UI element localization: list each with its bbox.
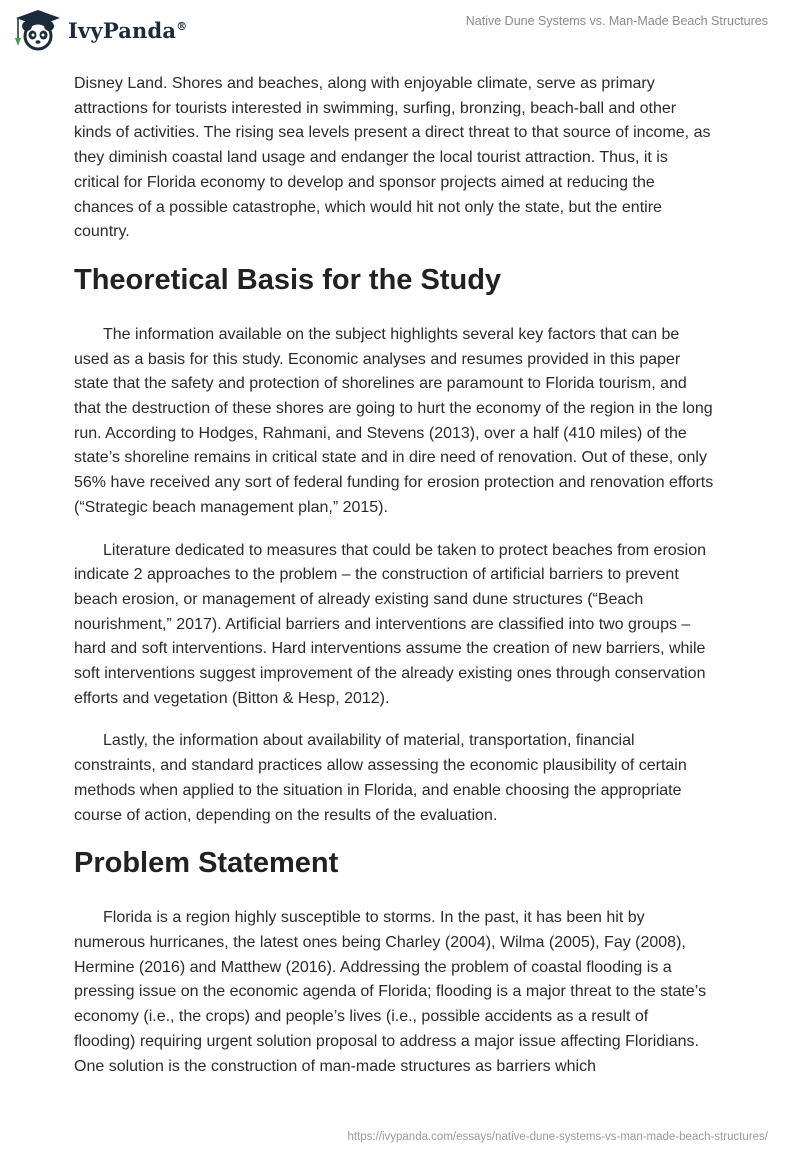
section-heading-problem-statement: Problem Statement	[74, 847, 339, 880]
ivypanda-logo[interactable]	[14, 8, 187, 52]
footer-url[interactable]: https://ivypanda.com/essays/native-dune-systems-vs-man-made-beach-structures/	[347, 1131, 768, 1143]
paragraph: The information available on the subject highlights several key factors that can be used as a basis for this study. Economic analyses and resumes provided in this paper state that the safety and protection of shorelines are paramount to Florida tourism, and that the destruction of these shores are going to hurt the economy of the region in the long run. According to Hodges, Rahmani, and Stevens (2013), over a half (410 miles) of the state’s shoreline remains in critical state and in dire need of renovation. Out of these, only 56% have received any sort of federal funding for erosion protection and renovation efforts (“Strategic beach management plan,” 2015).	[74, 325, 714, 516]
section-heading-theoretical-basis: Theoretical Basis for the Study	[74, 263, 502, 296]
brand-name: IvyPanda®	[68, 17, 188, 43]
essay-body	[74, 72, 714, 1097]
paragraph: Florida is a region highly susceptible to storms. In the past, it has been hit by numerous hurricanes, the latest ones being Charley (2004), Wilma (2005), Fay (2008), Hermine (2016) and Matthew (2016). Addressing the problem of coastal flooding is a pressing issue on the economic agenda of Florida; flooding is a major threat to the state’s economy (i.e., the crops) and people’s lives (i.e., possible accidents as a result of flooding) requiring urgent solution proposal to address a major issue affecting Floridians. One solution is the construction of man-made structures as barriers which	[74, 909, 707, 1075]
paragraph: Literature dedicated to measures that could be taken to protect beaches from erosion indicate 2 approaches to the problem – the construction of artificial barriers to prevent beach erosion, or management of already existing sand dune structures (“Beach nourishment,” 2017). Artificial barriers and interventions are classified into two groups – hard and soft interventions. Hard interventions assume the creation of new barriers, while soft interventions suggest improvement of the already existing ones through conservation efforts and vegetation (Bitton & Hesp, 2012).	[74, 541, 707, 707]
document-title: Native Dune Systems vs. Man-Made Beach Structures	[465, 14, 768, 28]
paragraph: Lastly, the information about availability of material, transportation, financial constraints, and standard practices allow assessing the economic plausibility of certain methods when applied to the situation in Florida, and enable choosing the appropriate course of action, depending on the results of the evaluation.	[74, 732, 687, 824]
intro-paragraph: Disney Land. Shores and beaches, along with enjoyable climate, serve as primary attractions for tourists interested in swimming, surfing, bronzing, beach-ball and other kinds of activities. The rising sea levels present a direct threat to that source of income, as they diminish coastal land usage and endanger the local tourist attraction. Thus, it is critical for Florida economy to develop and sponsor projects aimed at reducing the chances of a possible catastrophe, which would hit not only the state, but the entire country.	[74, 75, 711, 241]
page-header	[0, 0, 800, 60]
panda-graduate-icon	[14, 8, 62, 52]
